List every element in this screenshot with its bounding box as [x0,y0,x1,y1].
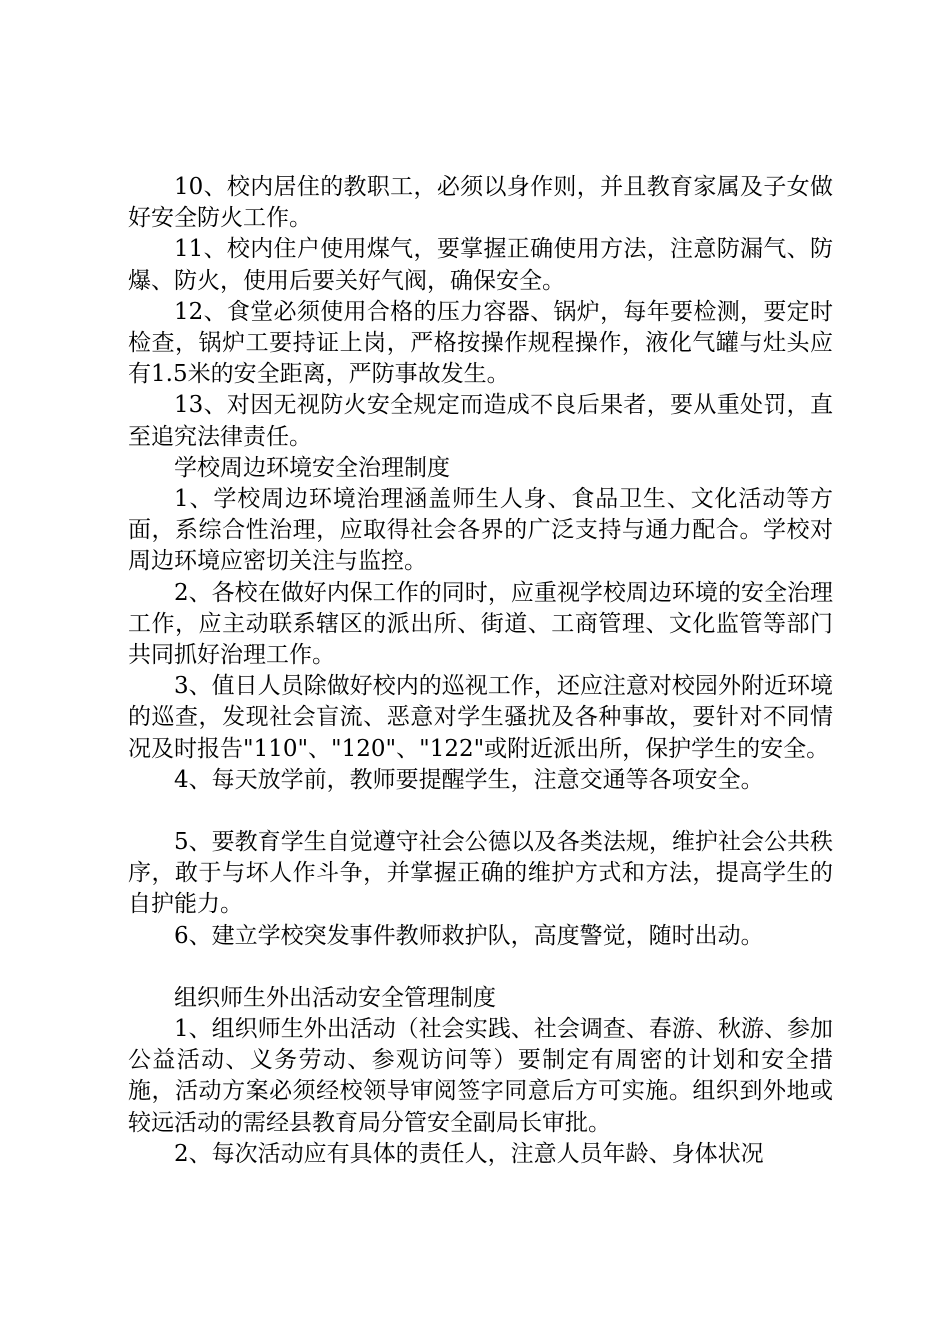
paragraph-12: 12、食堂必须使用合格的压力容器、锅炉，每年要检测，要定时检查，锅炉工要持证上岗，严格按操作规程操作，液化气罐与灶头应有1.5米的安全距离，严防事故发生。 [128,298,833,388]
paragraph-10: 10、校内居住的教职工，必须以身作则，并且教育家属及子女做好安全防火工作。 [128,174,833,232]
paragraph-surroundings-1: 1、学校周边环境治理涵盖师生人身、食品卫生、文化活动等方面，系综合性治理，应取得社会各界的广泛支持与通力配合。学校对周边环境应密切关注与监控。 [128,486,833,575]
section-heading-outings: 组织师生外出活动安全管理制度 [174,984,496,1011]
paragraph-surroundings-2: 2、各校在做好内保工作的同时，应重视学校周边环境的安全治理工作，应主动联系辖区的派出所、街道、工商管理、文化监管等部门共同抓好治理工作。 [128,579,833,669]
blank-line [128,952,833,983]
section-heading-surroundings: 学校周边环境安全治理制度 [174,454,450,481]
blank-line [128,796,833,827]
paragraph-outings-1: 1、组织师生外出活动（社会实践、社会调查、春游、秋游、参加公益活动、义务劳动、参观访问等）要制定有周密的计划和安全措施，活动方案必须经校领导审阅签字同意后方可实施。组织到外地或较远活动的需经县教育局分管安全副局长审批。 [128,1016,833,1136]
paragraph-surroundings-5: 5、要教育学生自觉遵守社会公德以及各类法规，维护社会公共秩序，敢于与坏人作斗争，并掌握正确的维护方式和方法，提高学生的自护能力。 [128,829,833,918]
paragraph-surroundings-3: 3、值日人员除做好校内的巡视工作，还应注意对校园外附近环境的巡查，发现社会盲流、恶意对学生骚扰及各种事故，要针对不同情况及时报告"110"、"120"、"122"或附近派出所，保护学生的安全。 [128,673,833,762]
paragraph-outings-2: 2、每次活动应有具体的责任人，注意人员年龄、身体状况 [174,1140,764,1167]
paragraph-surroundings-6: 6、建立学校突发事件教师救护队，高度警觉，随时出动。 [174,922,764,949]
paragraph-11: 11、校内住户使用煤气，要掌握正确使用方法，注意防漏气、防爆、防火，使用后要关好气阀，确保安全。 [128,236,833,294]
paragraph-13: 13、对因无视防火安全规定而造成不良后果者，要从重处罚，直至追究法律责任。 [128,392,833,450]
paragraph-surroundings-4: 4、每天放学前，教师要提醒学生，注意交通等各项安全。 [174,766,764,793]
document-body [128,172,833,1170]
